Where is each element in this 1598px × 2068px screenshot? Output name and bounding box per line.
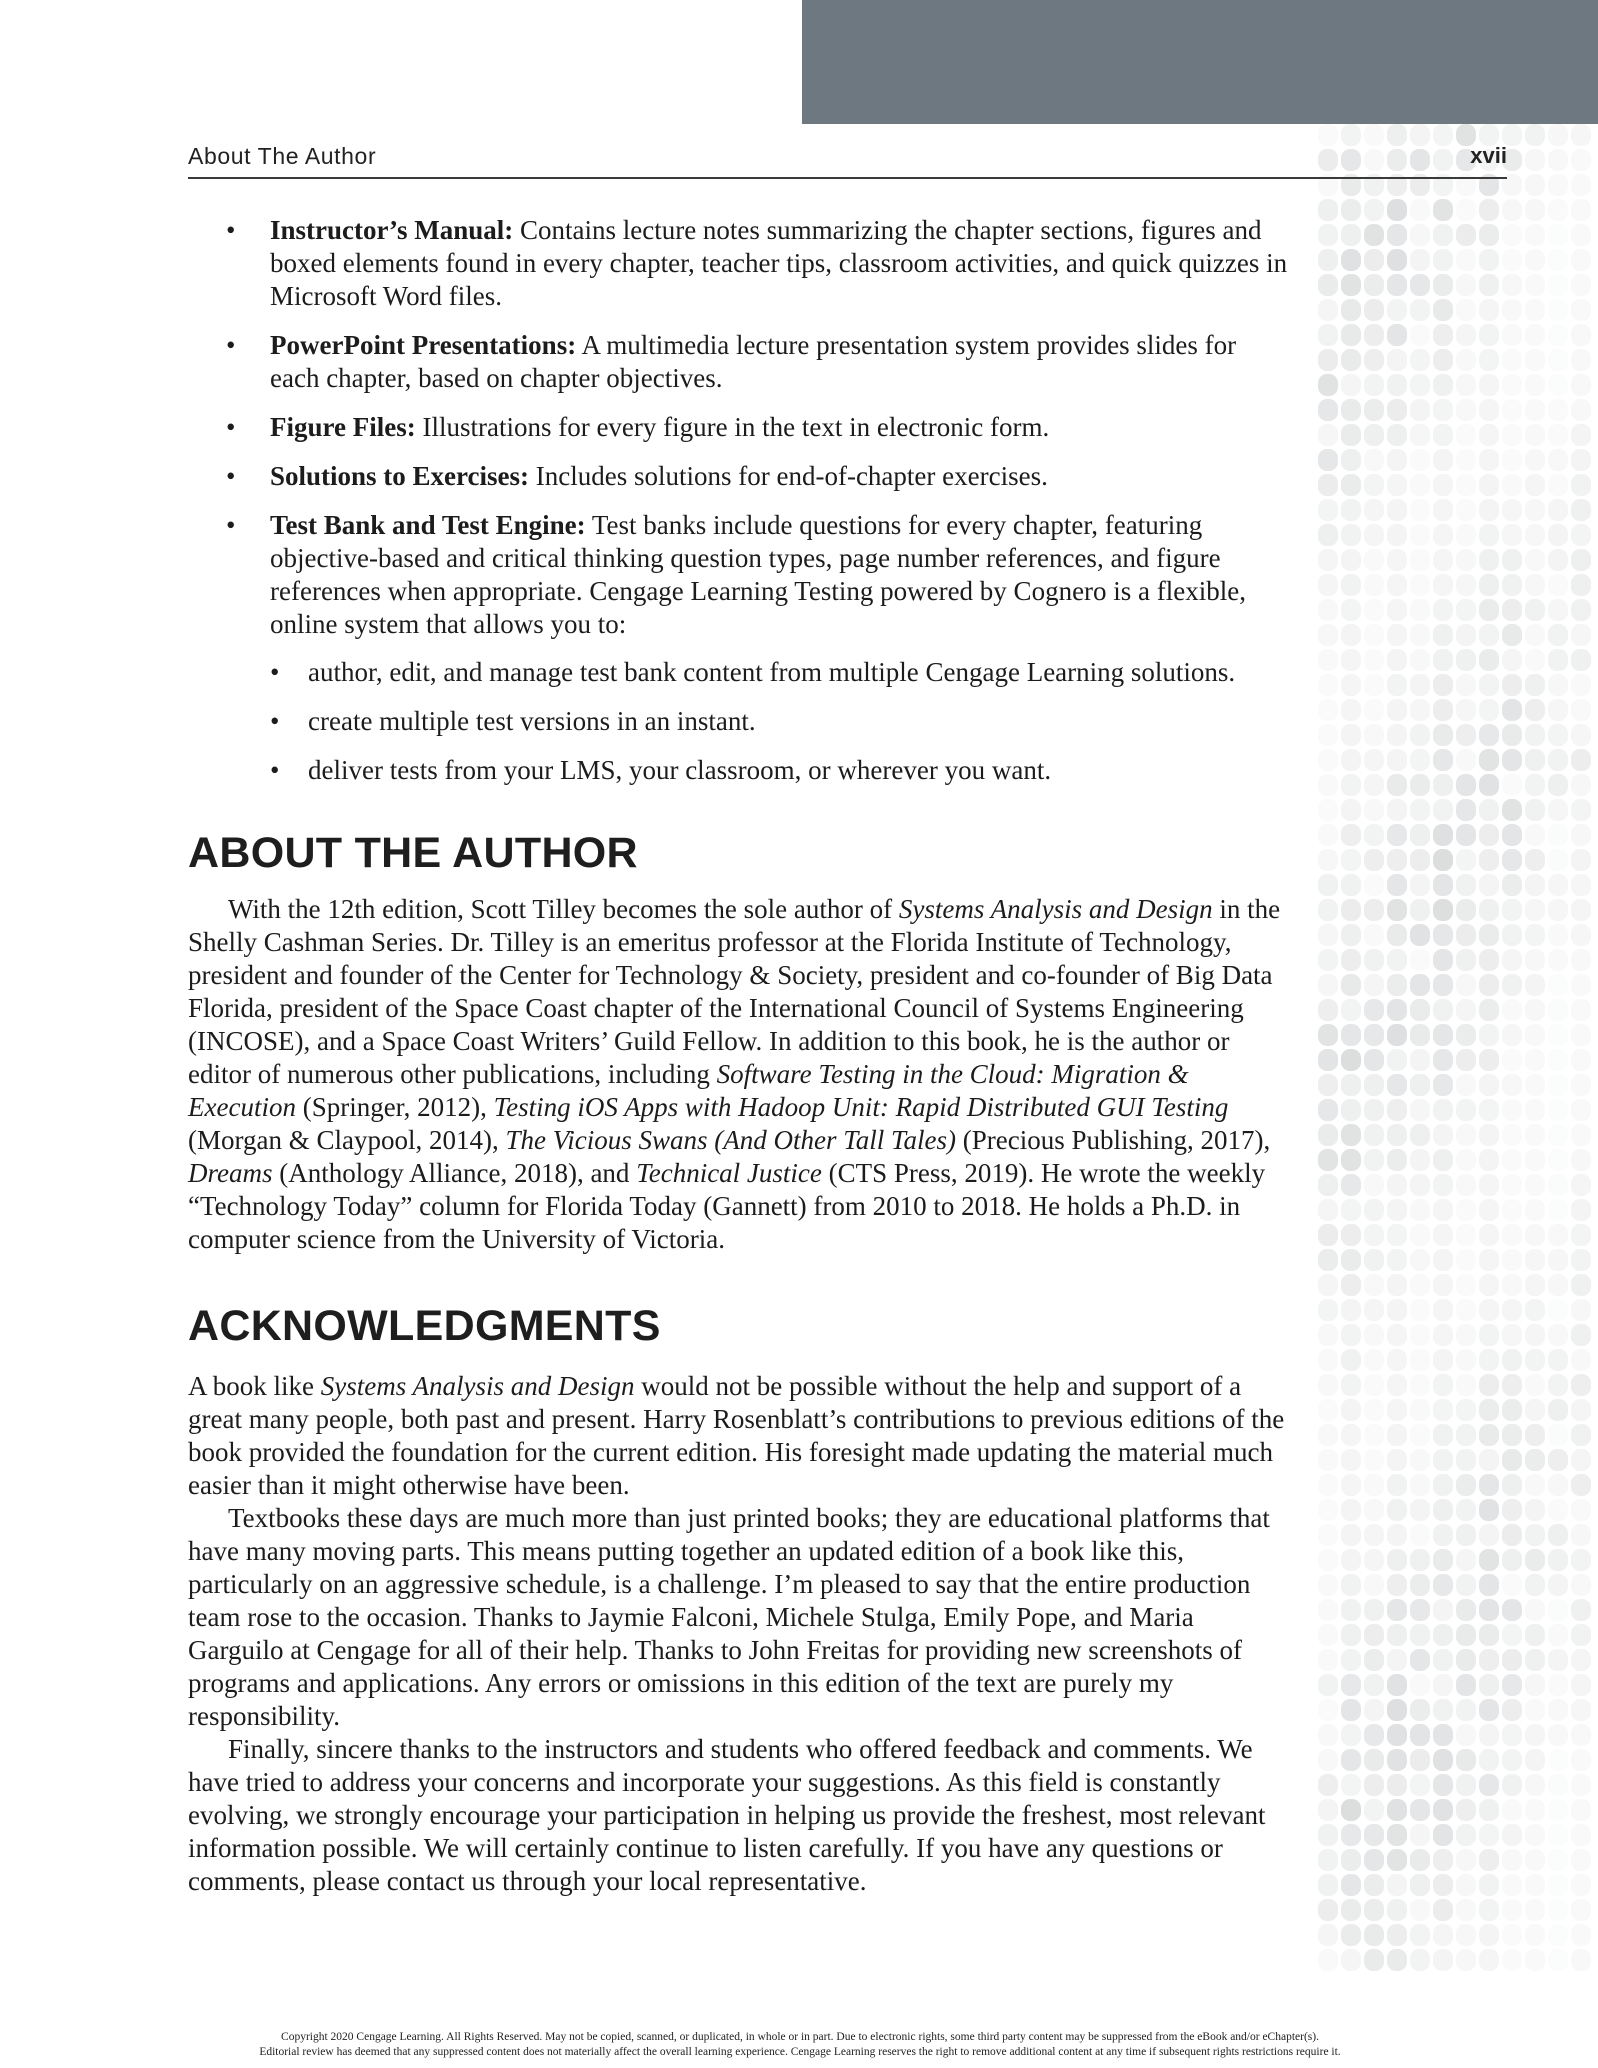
about-author-paragraph: With the 12th edition, Scott Tilley becomes the sole author of Systems Analysis and Design in the Shelly Cashman Series. Dr. Tilley is an emeritus professor at the Florida Institute of Technology, president and founder of the Center for Technology & Society, president and co-founder of Big Data Florida, president of the Space Coast chapter of the International Council of Systems Engineering (INCOSE), and a Space Coast Writers’ Guild Fellow. In addition to this book, he is the author or editor of numerous other publications, including Software Testing in the Cloud: Migration & Execution (Springer, 2012), Testing iOS Apps with Hadoop Unit: Rapid Distributed GUI Testing (Morgan & Claypool, 2014), The Vicious Swans (And Other Tall Tales) (Precious Publishing, 2017), Dreams (Anthology Alliance, 2018), and Technical Justice (CTS Press, 2019). He wrote the weekly “Technology Today” column for Florida Today (Gannett) from 2010 to 2018. He holds a Ph.D. in computer science from the University of Victoria. [188, 894, 1281, 1254]
bullet-text: A multimedia lecture presentation system provides slides for each chapter, based on chapter objectives. [270, 330, 1237, 393]
list-item [188, 329, 1288, 395]
list-item [188, 214, 1288, 313]
bullet-term: PowerPoint Presentations: [270, 330, 577, 360]
sub-list-item: • create multiple test versions in an instant. [270, 705, 1288, 738]
bullet-term: Solutions to Exercises: [270, 461, 530, 491]
acknowledgments-heading: ACKNOWLEDGMENTS [188, 1302, 661, 1350]
sub-list [270, 656, 1288, 787]
bullet-term: Figure Files: [270, 412, 416, 442]
resource-list [188, 214, 1288, 787]
copyright-line: Editorial review has deemed that any suppressed content does not materially affect the overall learning experience. Cengage Learning reserves the right to remove additional content at any time if subsequent rights restrictions require it. [259, 2046, 1341, 2058]
book-title: The Vicious Swans (And Other Tall Tales) [505, 1125, 957, 1155]
about-author-heading: ABOUT THE AUTHOR [188, 829, 638, 877]
copyright-notice [150, 2030, 1450, 2060]
book-title: Systems Analysis and Design [320, 1371, 635, 1401]
book-title: Software Testing in the Cloud: Migration & Execution [188, 1059, 1189, 1122]
book-title: Technical Justice [636, 1158, 822, 1188]
ack-paragraph-3: Finally, sincere thanks to the instructors and students who offered feedback and comments. We have tried to address your concerns and incorporate your suggestions. As this field is constantly evolving, we strongly encourage your participation in helping us provide the freshest, most relevant information possible. We will certainly continue to listen carefully. If you have any questions or comments, please contact us through your local representative. [188, 1734, 1266, 1896]
sub-list-item: • deliver tests from your LMS, your classroom, or wherever you want. [270, 754, 1288, 787]
list-item [188, 509, 1288, 787]
bullet-term: Instructor’s Manual: [270, 215, 514, 245]
bullet-text: Test banks include questions for every chapter, featuring objective-based and critical thinking question types, page number references, and figure references when appropriate. Cengage Learning Testing powered by Cognero is a flexible, online system that allows you to: [270, 510, 1246, 639]
header-color-band [802, 0, 1598, 124]
bullet-text: Contains lecture notes summarizing the chapter sections, figures and boxed elements found in every chapter, teacher tips, classroom activities, and quick quizzes in Microsoft Word files. [270, 215, 1288, 311]
ack-paragraph-2: Textbooks these days are much more than just printed books; they are educational platforms that have many moving parts. This means putting together an updated edition of a book like this, particularly on an aggressive schedule, is a challenge. I’m pleased to say that the entire production team rose to the occasion. Thanks to Jaymie Falconi, Michele Stulga, Emily Pope, and Maria Garguilo at Cengage for all of their help. Thanks to John Freitas for providing new screenshots of programs and applications. Any errors or omissions in this edition of the text are purely my responsibility. [188, 1503, 1270, 1731]
list-item [188, 460, 1288, 493]
decorative-dot-pattern [1318, 124, 1598, 1984]
book-title: Testing iOS Apps with Hadoop Unit: Rapid Distributed GUI Testing [493, 1092, 1229, 1122]
copyright-line: Copyright 2020 Cengage Learning. All Rights Reserved. May not be copied, scanned, or duplicated, in whole or in part. Due to electronic rights, some third party content may be suppressed from the eBook and/or eChapter(s). [281, 2031, 1319, 2043]
page-content [188, 214, 1288, 1898]
sub-list-item: • author, edit, and manage test bank content from multiple Cengage Learning solutions. [270, 656, 1288, 689]
page-number: xvii [1470, 143, 1507, 168]
bullet-text: Includes solutions for end-of-chapter exercises. [529, 461, 1048, 491]
list-item [188, 411, 1288, 444]
bullet-term: Test Bank and Test Engine: [270, 510, 586, 540]
book-title: Dreams [188, 1158, 273, 1188]
book-title: Systems Analysis and Design [898, 894, 1213, 924]
ack-paragraph-1: A book like Systems Analysis and Design would not be possible without the help and support of a great many people, both past and present. Harry Rosenblatt’s contributions to previous editions of the book provided the foundation for the current edition. His foresight made updating the material much easier than it might otherwise have been. [188, 1371, 1285, 1500]
bullet-text: Illustrations for every figure in the text in electronic form. [415, 412, 1050, 442]
running-head-title: About The Author [188, 143, 377, 169]
running-head [188, 141, 1507, 179]
